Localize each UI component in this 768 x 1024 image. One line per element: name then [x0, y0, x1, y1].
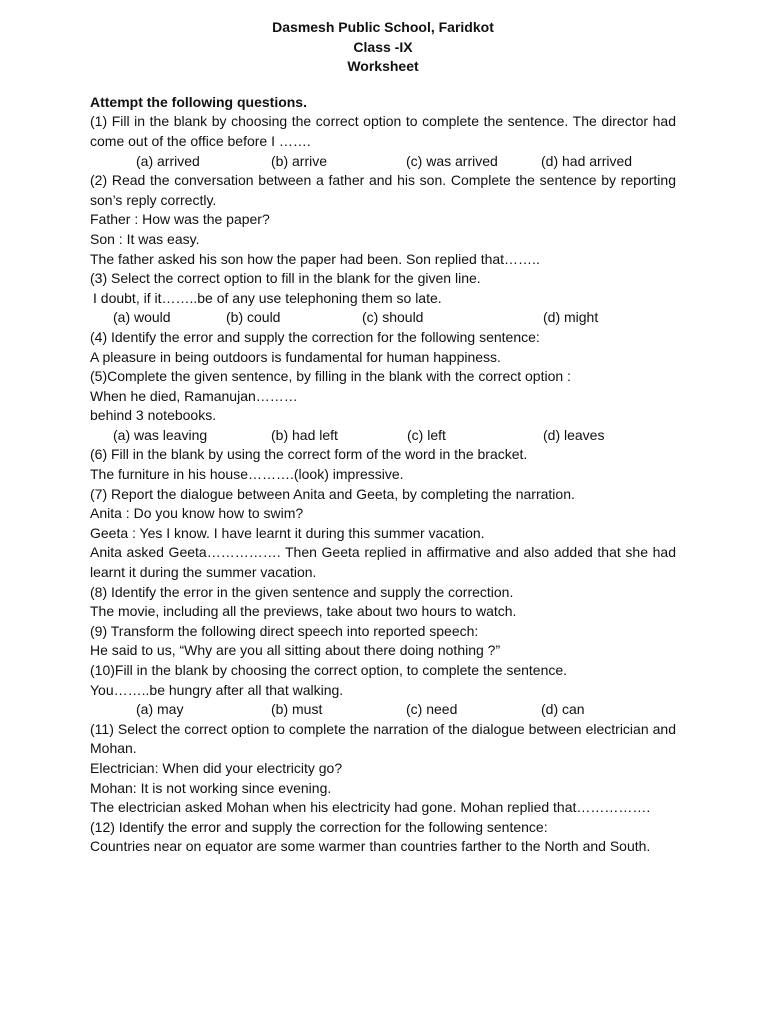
question-4: (4) Identify the error and supply the correction for the following sentence:: [90, 328, 540, 345]
worksheet-page: [90, 18, 676, 857]
school-name: Dasmesh Public School, Faridkot: [272, 19, 494, 35]
dialogue-line: Anita : Do you know how to swim?: [90, 505, 304, 522]
option-a: (a) arrived: [136, 152, 200, 169]
question-1: (1) Fill in the blank by choosing the correct option to complete the sentence. The director had come out of the office before I …….: [90, 113, 676, 149]
option-b: (b) had left: [271, 426, 338, 443]
question-line: When he died, Ramanujan………: [90, 387, 298, 404]
question-11: (11) Select the correct option to complete the narration of the dialogue between electrician and Mohan.: [90, 720, 676, 757]
question-line: You……..be hungry after all that walking.: [90, 681, 344, 698]
question-6: (6) Fill in the blank by using the correct form of the word in the bracket.: [90, 446, 528, 463]
option-c: (c) left: [407, 426, 446, 443]
option-c: (c) was arrived: [406, 152, 498, 169]
option-a: (a) would: [113, 309, 171, 326]
option-d: (d) leaves: [543, 426, 605, 443]
question-line: behind 3 notebooks.: [90, 407, 217, 424]
question-line: A pleasure in being outdoors is fundamental for human happiness.: [90, 348, 501, 365]
worksheet-header: [90, 18, 676, 77]
question-12: (12) Identify the error and supply the correction for the following sentence:: [90, 818, 548, 835]
question-8: (8) Identify the error in the given sentence and supply the correction.: [90, 583, 514, 600]
question-line: Countries near on equator are some warmer than countries farther to the North and South.: [90, 838, 651, 855]
option-c: (c) should: [362, 309, 424, 326]
question-3-options: [90, 308, 676, 328]
option-a: (a) was leaving: [113, 426, 208, 443]
question-line: The movie, including all the previews, take about two hours to watch.: [90, 603, 517, 620]
worksheet-title: Worksheet: [347, 58, 419, 75]
dialogue-line: Son : It was easy.: [90, 230, 200, 247]
question-line: The father asked his son how the paper had been. Son replied that……..: [90, 250, 540, 267]
question-1-options: [90, 152, 676, 172]
class-label: Class -IX: [353, 38, 413, 55]
question-line: The electrician asked Mohan when his electricity had gone. Mohan replied that…………….: [90, 799, 651, 816]
question-5: (5)Complete the given sentence, by filling in the blank with the correct option :: [90, 368, 571, 385]
option-d: (d) had arrived: [541, 152, 633, 169]
option-b: (b) could: [226, 309, 281, 326]
option-d: (d) might: [543, 309, 599, 326]
question-3: (3) Select the correct option to fill in the blank for the given line.: [90, 270, 481, 287]
question-10-options: [90, 700, 676, 720]
question-line: He said to us, “Why are you all sitting about there doing nothing ?”: [90, 642, 501, 659]
question-9: (9) Transform the following direct speech into reported speech:: [90, 622, 479, 639]
question-5-options: [90, 426, 676, 446]
dialogue-line: Father : How was the paper?: [90, 211, 270, 228]
question-line: The furniture in his house……….(look) impressive.: [90, 466, 404, 483]
question-2: (2) Read the conversation between a father and his son. Complete the sentence by reporting son’s reply correctly.: [90, 172, 676, 208]
instruction: Attempt the following questions.: [90, 93, 307, 110]
question-line: I doubt, if it……..be of any use telephoning them so late.: [93, 289, 442, 306]
option-a: (a) may: [136, 701, 184, 718]
dialogue-line: Mohan: It is not working since evening.: [90, 779, 332, 796]
question-10: (10)Fill in the blank by choosing the correct option, to complete the sentence.: [90, 662, 568, 678]
dialogue-line: Electrician: When did your electricity go?: [90, 759, 343, 776]
dialogue-line: Geeta : Yes I know. I have learnt it during this summer vacation.: [90, 524, 485, 541]
option-b: (b) must: [271, 701, 323, 718]
question-7: (7) Report the dialogue between Anita and Geeta, by completing the narration.: [90, 485, 575, 502]
option-d: (d) can: [541, 701, 585, 718]
option-b: (b) arrive: [271, 152, 328, 169]
option-c: (c) need: [406, 701, 458, 718]
question-line: Anita asked Geeta……………. Then Geeta replied in affirmative and also added that she had learnt it during the summer vacation.: [90, 544, 676, 581]
